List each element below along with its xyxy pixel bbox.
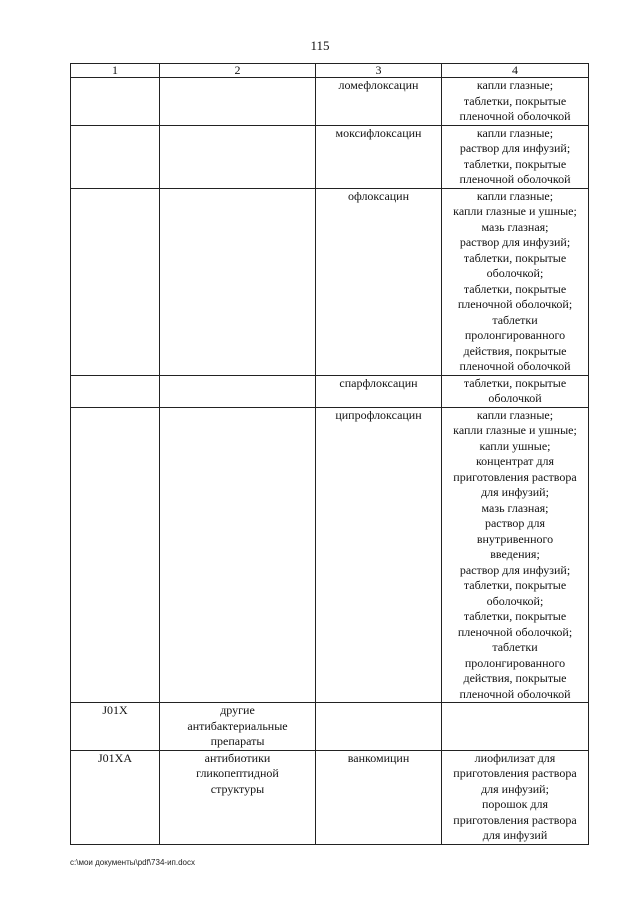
cell-line: пленочной оболочкой xyxy=(459,686,571,701)
cell-line: капли глазные и ушные; xyxy=(453,204,577,218)
cell-line: антибактериальные xyxy=(187,718,288,733)
cell-line: приготовления раствора xyxy=(453,812,577,827)
atc-code-cell xyxy=(71,188,160,375)
atc-code-cell xyxy=(71,375,160,407)
cell-line: таблетки, покрытые xyxy=(463,375,567,390)
cell-line: капли глазные и ушные; xyxy=(453,423,577,437)
cell-line: концентрат для xyxy=(475,454,555,468)
cell-line: капли глазные; xyxy=(476,125,554,140)
cell-line: раствор для xyxy=(484,516,546,530)
cell-line: пролонгированного xyxy=(464,655,566,670)
drug-name-cell: ванкомицин xyxy=(316,750,442,844)
table-row xyxy=(71,407,589,703)
page-number: 115 xyxy=(310,38,330,53)
cell-line: капли ушные; xyxy=(479,438,551,453)
dosage-form-cell xyxy=(442,407,589,703)
group-name-cell xyxy=(160,125,316,188)
cell-line: оболочкой; xyxy=(486,593,544,608)
group-name-cell xyxy=(160,188,316,375)
cell-line: структуры xyxy=(210,781,265,796)
cell-line: антибиотики xyxy=(204,750,271,765)
file-path-footer: c:\мои документы\pdf\734-ип.docx xyxy=(70,858,195,867)
header-cell-1: 1 xyxy=(71,64,160,78)
cell-line: таблетки, покрытые xyxy=(463,250,567,265)
cell-line: порошок для xyxy=(481,797,549,811)
atc-code-cell xyxy=(71,407,160,703)
dosage-form-cell xyxy=(442,188,589,375)
table-row xyxy=(71,125,589,188)
drug-name-cell: ципрофлоксацин xyxy=(316,407,442,703)
header-cell-2: 2 xyxy=(160,64,316,78)
table-row xyxy=(71,78,589,126)
drug-name-cell: ломефлоксацин xyxy=(316,78,442,126)
drug-name-cell: моксифлоксацин xyxy=(316,125,442,188)
atc-code-cell: J01XA xyxy=(71,750,160,844)
dosage-form-cell xyxy=(442,703,589,751)
cell-line: таблетки, покрытые xyxy=(463,156,567,171)
header-cell-3: 3 xyxy=(316,64,442,78)
table-row xyxy=(71,188,589,375)
cell-line: пленочной оболочкой xyxy=(459,359,571,373)
drug-name-cell: офлоксацин xyxy=(316,188,442,375)
cell-line: таблетки xyxy=(492,312,538,327)
atc-code-cell xyxy=(71,125,160,188)
cell-line: пленочной оболочкой; xyxy=(457,297,573,311)
cell-line: мазь глазная; xyxy=(481,500,549,515)
cell-line: раствор для инфузий; xyxy=(459,562,571,577)
dosage-form-cell xyxy=(442,375,589,407)
cell-line: введения; xyxy=(490,547,540,561)
cell-line: внутривенного xyxy=(476,531,554,546)
cell-line: пролонгированного xyxy=(464,328,566,342)
cell-line: препараты xyxy=(210,734,265,748)
cell-line: для инфузий xyxy=(482,828,548,842)
atc-code-cell xyxy=(71,78,160,126)
group-name-cell xyxy=(160,407,316,703)
cell-line: капли глазные; xyxy=(476,188,554,203)
table-row xyxy=(71,703,589,751)
table-row xyxy=(71,375,589,407)
cell-line: приготовления раствора xyxy=(453,469,577,484)
cell-line: капли глазные; xyxy=(476,407,554,422)
group-name-cell xyxy=(160,78,316,126)
cell-line: для инфузий; xyxy=(481,781,549,796)
cell-line: таблетки, покрытые xyxy=(463,281,567,296)
group-name-cell xyxy=(160,703,316,751)
header-cell-4: 4 xyxy=(442,64,589,78)
drug-name-cell xyxy=(316,703,442,751)
dosage-form-cell xyxy=(442,78,589,126)
cell-line: другие xyxy=(220,703,255,717)
group-name-cell xyxy=(160,750,316,844)
cell-line: мазь глазная; xyxy=(481,219,549,234)
cell-line: пленочной оболочкой xyxy=(459,172,571,186)
cell-line: оболочкой xyxy=(488,391,542,405)
dosage-form-cell xyxy=(442,750,589,844)
cell-line: для инфузий; xyxy=(481,485,549,499)
drug-table xyxy=(70,63,589,845)
table-row xyxy=(71,750,589,844)
cell-line: оболочкой; xyxy=(486,266,544,280)
cell-line: таблетки, покрытые xyxy=(463,578,567,592)
cell-line: лиофилизат для xyxy=(474,750,556,765)
cell-line: раствор для инфузий; xyxy=(459,141,571,155)
cell-line: действия, покрытые xyxy=(463,343,567,358)
cell-line: таблетки xyxy=(492,640,538,654)
cell-line: приготовления раствора xyxy=(453,766,577,780)
cell-line: таблетки, покрытые xyxy=(463,93,567,108)
cell-line: пленочной оболочкой; xyxy=(457,624,573,639)
cell-line: таблетки, покрытые xyxy=(463,609,567,623)
table-header-row xyxy=(71,64,589,78)
cell-line: раствор для инфузий; xyxy=(459,235,571,249)
dosage-form-cell xyxy=(442,125,589,188)
group-name-cell xyxy=(160,375,316,407)
cell-line: гликопептидной xyxy=(196,766,279,780)
cell-line: действия, покрытые xyxy=(463,671,567,685)
atc-code-cell: J01X xyxy=(71,703,160,751)
cell-line: пленочной оболочкой xyxy=(459,109,571,123)
drug-name-cell: спарфлоксацин xyxy=(316,375,442,407)
cell-line: капли глазные; xyxy=(476,78,554,92)
